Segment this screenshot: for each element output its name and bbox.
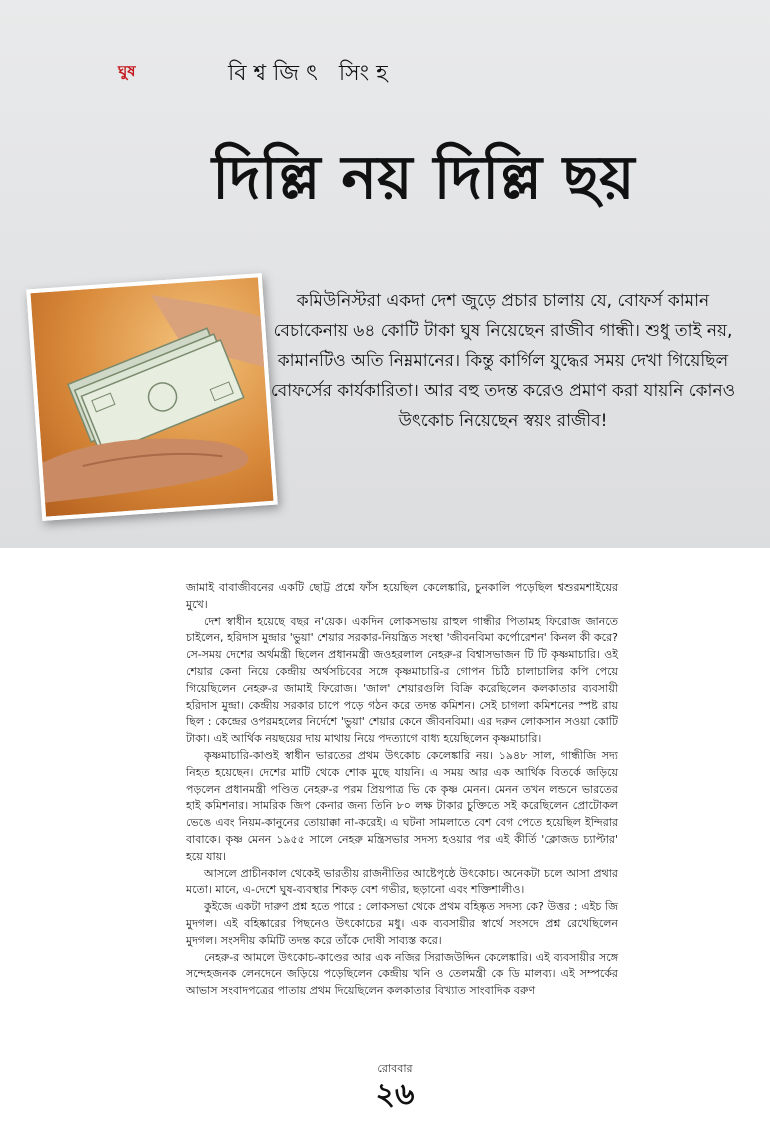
section-tag: ঘুষ [118, 62, 136, 80]
body-paragraph: আসলে প্রাচীনকাল থেকেই ভারতীয় রাজনীতির আষ্টেপৃষ্ঠে উৎকোচ। অনেকটা চলে আসা প্রথার মতো। মানে, এ-দেশে ঘুষ-ব্যবস্থার শিকড় বেশ গভীর, ছড়ানো এবং শক্তিশালীও। [186, 866, 618, 897]
header-panel [0, 0, 770, 548]
author-name: বিশ্বজিৎ সিংহ [228, 61, 395, 86]
body-paragraph: নেহরু-র আমলে উৎকোচ-কাণ্ডের আর এক নজির সিরাজউদ্দিন কেলেঙ্কারি। এই ব্যবসায়ীর সঙ্গে সন্দেহজনক লেনদেনে জড়িয়ে পড়েছিলেন কেন্দ্রীয় খনি ও তেলমন্ত্রী কে ডি মালব্য। এই সম্পর্কের আভাস সংবাদপত্রের পাতায় প্রথম দিয়েছিলেন কলকাতার বিখ্যাত সাংবাদিক বরুণ [186, 950, 618, 998]
headline: দিল্লি নয় দিল্লি ছয় [212, 143, 635, 213]
intro-blurb: কমিউনিস্টরা একদা দেশ জুড়ে প্রচার চালায় যে, বোফর্স কামান বেচাকেনায় ৬৪ কোটি টাকা ঘুষ নিয়েছেন রাজীব গান্ধী। শুধু তাই নয়, কামানটিও অতি নিম্নমানের। কিন্তু কার্গিল যুদ্ধের সময় দেখা গিয়েছিল বোফর্সের কার্যকারিতা। আর বহু তদন্ত করেও প্রমাণ করা যায়নি কোনও উৎকোচ নিয়েছেন স্বয়ং রাজীব! [270, 291, 736, 431]
money-illustration-icon [30, 277, 273, 516]
body-paragraph: কুইজে একটা দারুণ প্রশ্ন হতে পারে : লোকসভা থেকে প্রথম বহিষ্কৃত সদস্য কে? উত্তর : এইচ জি মুদগল। এই বহিষ্কারের পিছনেও উৎকোচের মধু। এক ব্যবসায়ীর স্বার্থে সংসদে প্রশ্ন রেখেছিলেন মুদগল। সংসদীয় কমিটি তদন্ত করে তাঁকে দোষী সাব্যস্ত করে। [186, 900, 618, 947]
publication-day: রোববার [377, 1062, 413, 1075]
page-number: ২৬ [375, 1077, 415, 1112]
article-body [186, 580, 618, 1000]
page-footer [360, 1060, 430, 1111]
money-in-hand-photo [26, 273, 278, 521]
body-paragraph: কৃষ্ণমাচারি-কাণ্ডই স্বাধীন ভারতের প্রথম উৎকোচ কেলেঙ্কারি নয়। ১৯৪৮ সাল, গান্ধীজি সদ্য নিহত হয়েছেন। দেশের মাটি থেকে শোক মুছে যায়নি। এ সময় আর এক আর্থিক বিতর্কে জড়িয়ে পড়লেন প্রধানমন্ত্রী পণ্ডিত নেহরু-র পরম প্রিয়পাত্র ভি কে কৃষ্ণ মেনন। মেনন তখন লন্ডনে ভারতের হাই কমিশনার। সামরিক জিপ কেনার জন্য তিনি ৮০ লক্ষ টাকার চুক্তিতে সই করেছিলেন প্রোটোকল ভেঙে এবং নিয়ম-কানুনের তোয়াক্কা না-করেই। এ ঘটনা সামলাতে বেশ বেগ পেতে হয়েছিল ইন্দিরার বাবাকে। কৃষ্ণ মেনন ১৯৫৫ সালে নেহরু মন্ত্রিসভার সদস্য হওয়ার পর এই কীর্তি 'ক্লোজড চ্যাপ্টার' হয়ে যায়। [186, 748, 618, 863]
body-paragraph: দেশ স্বাধীন হয়েছে বছর ন'য়েক। একদিন লোকসভায় রাহুল গান্ধীর পিতামহ ফিরোজ জানতে চাইলেন, হরিদাস মুন্দ্রার 'ভুয়া' শেয়ার সরকার-নিয়ন্ত্রিত সংস্থা 'জীবনবিমা কর্পোরেশন' কিনল কী করে? সে-সময় দেশের অর্থমন্ত্রী ছিলেন প্রধানমন্ত্রী জওহরলাল নেহরু-র বিশ্বাসভাজন টি টি কৃষ্ণমাচারি। ওই শেয়ার কেনা নিয়ে কেন্দ্রীয় অর্থসচিবের সঙ্গে কৃষ্ণমাচারি-র গোপন চিঠি চালাচালির কপি পেয়ে গিয়েছিলেন নেহরু-র জামাই ফিরোজ। 'জাল' শেয়ারগুলি বিক্রি করেছিলেন কলকাতার ব্যবসায়ী হরিদাস মুন্দ্রা। কেন্দ্রীয় সরকার চাপে পড়ে গঠন করে তদন্ত কমিশন। সেই চাগলা কমিশনের স্পষ্ট রায় ছিল : কেন্দ্রের ওপরমহলের নির্দেশে 'ভুয়া' শেয়ার কেনে জীবনবিমা। এর দরুন লোকসান সওয়া কোটি টাকা। এই আর্থিক নয়ছয়ের দায় মাথায় নিয়ে পদত্যাগে বাধ্য হয়েছিলেন কৃষ্ণমাচারি। [186, 614, 618, 746]
body-paragraph: জামাই বাবাজীবনের একটি ছোট্ট প্রশ্নে ফাঁস হয়েছিল কেলেঙ্কারি, চুনকালি পড়েছিল শ্বশুরমশাইয়ের মুখে। [186, 581, 618, 611]
